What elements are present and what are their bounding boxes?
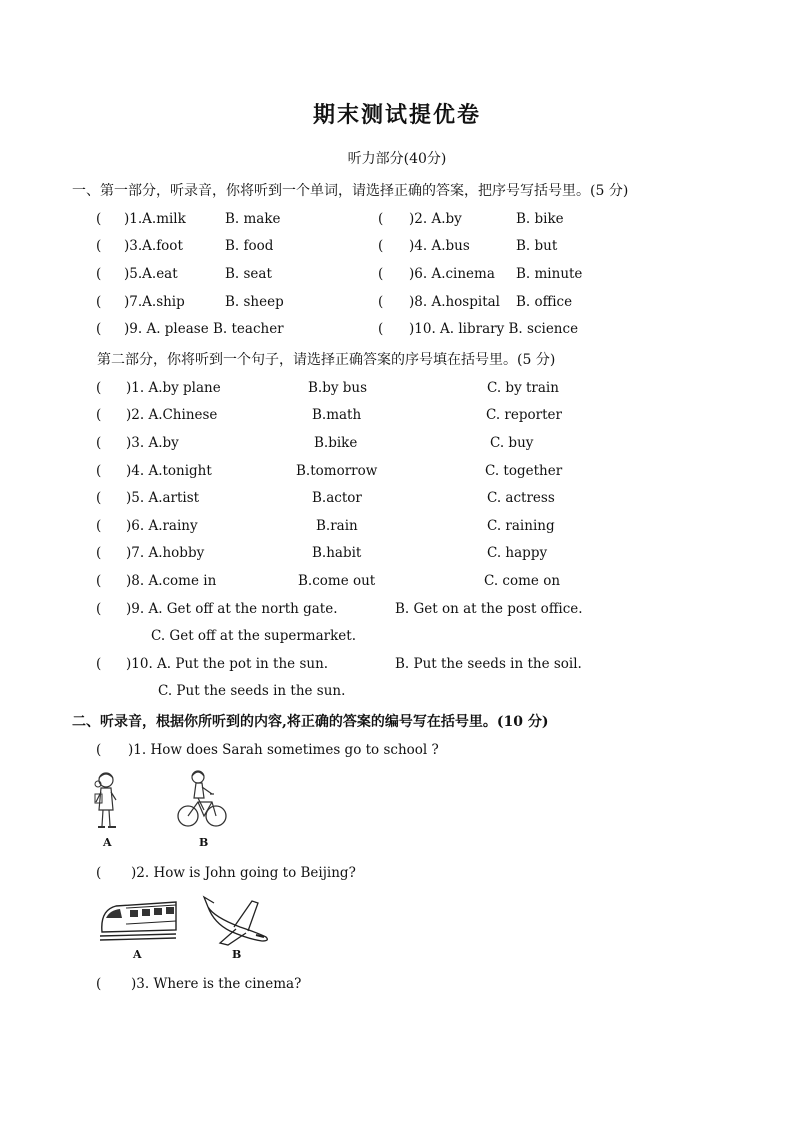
paren-open: ( (96, 742, 102, 758)
paren-open: ( (96, 656, 102, 672)
paren-open: ( (96, 573, 102, 589)
option-b-label: B (232, 948, 242, 961)
question-option-b: B.come out (298, 573, 376, 589)
part3-heading: 二、听录音，根据你所听到的内容,将正确的答案的编号写在括号里。(10 分) (72, 714, 549, 730)
option-a-label: A (133, 948, 142, 961)
paren-open: ( (96, 238, 102, 254)
girl-riding-bike-image (176, 768, 228, 830)
q10-option-c: C. Put the seeds in the sun. (158, 683, 346, 699)
question-option-a: )9. A. please B. teacher (124, 321, 284, 337)
page-title: 期末测试提优卷 (312, 102, 481, 128)
paren-open: ( (96, 518, 102, 534)
question-option-b: B.bike (314, 435, 358, 451)
question-option-b: B. seat (225, 266, 272, 282)
q9-option-c: C. Get off at the supermarket. (151, 628, 356, 644)
paren-open: ( (96, 266, 102, 282)
question-option-a: )3. A.by (126, 435, 179, 451)
airplane-image (200, 893, 272, 947)
paren-open: ( (96, 865, 102, 881)
paren-open: ( (96, 463, 102, 479)
question-option-c: C. buy (490, 435, 534, 451)
question-option-b: B.rain (316, 518, 358, 534)
question-option-c: C. actress (487, 490, 555, 506)
question-option-a: )2. A.by (409, 211, 462, 227)
question-option-b: B. bike (516, 211, 564, 227)
question-option-a: )6. A.cinema (409, 266, 495, 282)
question-option-b: B. minute (516, 266, 583, 282)
question-option-a: )8. A.hospital (409, 294, 500, 310)
question-option-a: )5. A.artist (126, 490, 200, 506)
question-option-b: B.habit (312, 545, 362, 561)
question-option-a: )2. A.Chinese (126, 407, 218, 423)
part3-q3: )3. Where is the cinema? (131, 976, 302, 992)
paren-open: ( (96, 490, 102, 506)
question-option-b: B. food (225, 238, 274, 254)
part3-q2: )2. How is John going to Beijing? (131, 865, 356, 881)
q10-option-b: B. Put the seeds in the soil. (395, 656, 582, 672)
paren-open: ( (96, 407, 102, 423)
question-option-b: B. office (516, 294, 573, 310)
question-option-a: )3.A.foot (124, 238, 183, 254)
paren-open: ( (96, 435, 102, 451)
question-option-b: B.tomorrow (296, 463, 378, 479)
part3-q1: )1. How does Sarah sometimes go to school ? (128, 742, 439, 758)
girl-walking-image (92, 770, 122, 832)
question-option-a: )6. A.rainy (126, 518, 198, 534)
question-option-a: )4. A.tonight (126, 463, 212, 479)
question-option-c: C. happy (487, 545, 548, 561)
paren-open: ( (96, 294, 102, 310)
question-option-c: C. reporter (486, 407, 562, 423)
q10-option-a: )10. A. Put the pot in the sun. (126, 656, 329, 672)
question-option-b: B. sheep (225, 294, 284, 310)
paren-open: ( (96, 545, 102, 561)
paren-open: ( (96, 976, 102, 992)
question-option-b: B. make (225, 211, 281, 227)
question-option-a: )7. A.hobby (126, 545, 205, 561)
paren-open: ( (96, 601, 102, 617)
question-option-c: C. by train (487, 380, 559, 396)
option-a-label: A (103, 836, 112, 849)
paren-open: ( (378, 211, 384, 227)
question-option-c: C. raining (487, 518, 555, 534)
question-option-a: )1.A.milk (124, 211, 186, 227)
question-option-b: B.actor (312, 490, 362, 506)
question-option-c: C. together (485, 463, 563, 479)
question-option-c: C. come on (484, 573, 561, 589)
paren-open: ( (378, 321, 384, 337)
question-option-a: )4. A.bus (409, 238, 470, 254)
question-option-a: )8. A.come in (126, 573, 217, 589)
question-option-a: )1. A.by plane (126, 380, 221, 396)
option-b-label: B (199, 836, 209, 849)
paren-open: ( (378, 266, 384, 282)
question-option-b: B.math (312, 407, 362, 423)
paren-open: ( (96, 321, 102, 337)
q9-option-a: )9. A. Get off at the north gate. (126, 601, 338, 617)
question-option-a: )7.A.ship (124, 294, 185, 310)
q9-option-b: B. Get on at the post office. (395, 601, 583, 617)
paren-open: ( (96, 211, 102, 227)
paren-open: ( (378, 238, 384, 254)
question-option-b: B.by bus (308, 380, 368, 396)
question-option-a: )5.A.eat (124, 266, 178, 282)
part1-heading: 一、第一部分，听录音，你将听到一个单词，请选择正确的答案，把序号写括号里。(5 分) (72, 183, 629, 199)
page-subtitle: 听力部分(40分) (347, 151, 447, 167)
paren-open: ( (378, 294, 384, 310)
train-image (98, 896, 178, 944)
question-option-b: B. but (516, 238, 558, 254)
part2-heading: 第二部分，你将听到一个句子，请选择正确答案的序号填在括号里。(5 分) (97, 352, 556, 368)
question-option-a: )10. A. library B. science (409, 321, 579, 337)
paren-open: ( (96, 380, 102, 396)
